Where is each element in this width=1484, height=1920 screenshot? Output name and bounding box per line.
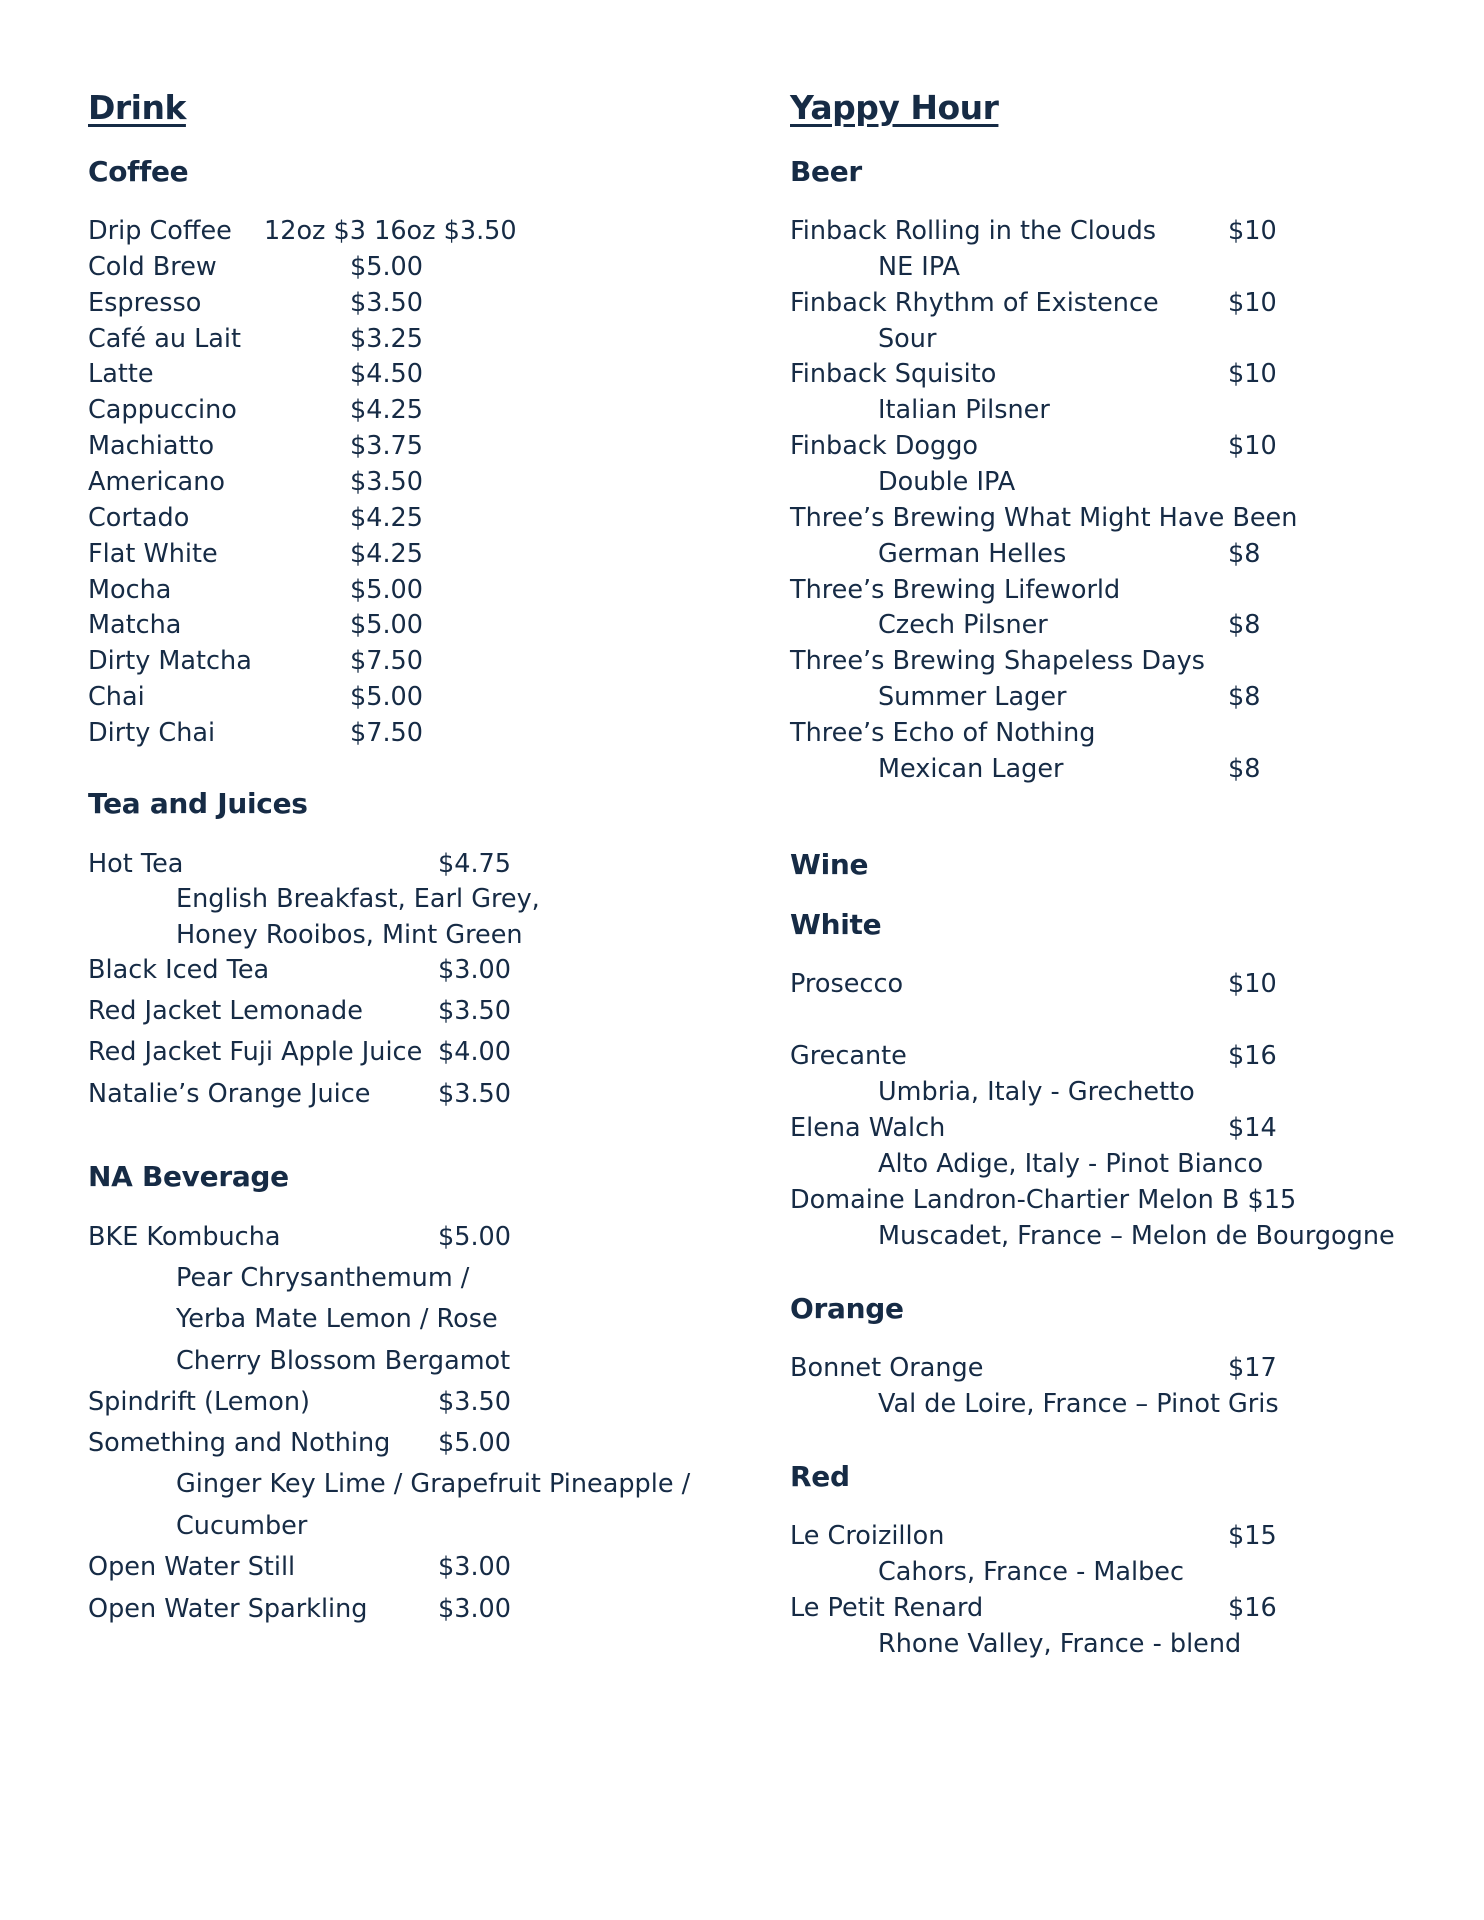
item-name: Cortado (88, 503, 190, 533)
item-price: $15 (1228, 1521, 1277, 1551)
wine-origin: Muscadet, France – Melon de Bourgogne (878, 1221, 1395, 1251)
item-price: $5.00 (350, 682, 424, 712)
item-desc: Ginger Key Lime / Grapefruit Pineapple / (176, 1469, 691, 1499)
item-name: Café au Lait (88, 324, 242, 354)
item-price: $3.50 (350, 288, 424, 318)
item-price: $10 (1228, 359, 1277, 389)
item-name: Dirty Matcha (88, 646, 252, 676)
item-price: $8 (1228, 610, 1261, 640)
item-price: $8 (1228, 754, 1261, 784)
item-price: $4.75 (438, 849, 512, 879)
na-beverage-heading: NA Beverage (88, 1160, 289, 1193)
white-wine-heading: White (790, 908, 882, 941)
item-name: Espresso (88, 288, 202, 318)
item-desc: Cherry Blossom Bergamot (176, 1346, 511, 1376)
item-price: $5.00 (350, 252, 424, 282)
item-price: $10 (1228, 969, 1277, 999)
item-name: Machiatto (88, 431, 215, 461)
beer-heading: Beer (790, 155, 862, 188)
item-name: Spindrift (Lemon) (88, 1387, 310, 1417)
item-name: Finback Squisito (790, 359, 997, 389)
item-price: $3.50 (438, 1387, 512, 1417)
item-name: Something and Nothing (88, 1428, 391, 1458)
item-name: Finback Rolling in the Clouds (790, 216, 1157, 246)
item-name: Natalie’s Orange Juice (88, 1079, 371, 1109)
item-name: Three’s Brewing Shapeless Days (790, 646, 1205, 676)
yappy-hour-title: Yappy Hour (790, 88, 999, 127)
item-name: Open Water Still (88, 1552, 296, 1582)
item-desc: Cucumber (176, 1511, 308, 1541)
beer-style: German Helles (878, 539, 1067, 569)
item-price: $3.25 (350, 324, 424, 354)
item-price: $4.25 (350, 539, 424, 569)
item-name: Dirty Chai (88, 718, 216, 748)
red-wine-heading: Red (790, 1460, 850, 1493)
orange-wine-heading: Orange (790, 1292, 904, 1325)
wine-origin: Cahors, France - Malbec (878, 1557, 1184, 1587)
item-name: Americano (88, 467, 225, 497)
beer-style: NE IPA (878, 252, 961, 282)
wine-origin: Umbria, Italy - Grechetto (878, 1077, 1195, 1107)
item-name: Hot Tea (88, 849, 184, 879)
item-name: Red Jacket Lemonade (88, 996, 363, 1026)
item-price: $3.75 (350, 431, 424, 461)
item-name: BKE Kombucha (88, 1222, 281, 1252)
item-name: Cappuccino (88, 395, 237, 425)
item-price: $10 (1228, 431, 1277, 461)
coffee-heading: Coffee (88, 155, 189, 188)
item-price: $5.00 (438, 1428, 512, 1458)
item-name: Three’s Brewing Lifeworld (790, 575, 1121, 605)
item-price: $7.50 (350, 718, 424, 748)
item-price: $4.25 (350, 503, 424, 533)
item-name: Domaine Landron-Chartier Melon B $15 (790, 1185, 1297, 1215)
item-price: $4.50 (350, 359, 424, 389)
item-price: $3.00 (438, 1594, 512, 1624)
item-price: $5.00 (350, 575, 424, 605)
item-name: Red Jacket Fuji Apple Juice (88, 1037, 423, 1067)
beer-style: Sour (878, 324, 937, 354)
item-name: Mocha (88, 575, 172, 605)
item-price: $5.00 (350, 610, 424, 640)
item-price: $16 (1228, 1041, 1277, 1071)
item-name: Elena Walch (790, 1113, 946, 1143)
wine-origin: Alto Adige, Italy - Pinot Bianco (878, 1149, 1264, 1179)
item-name: Black Iced Tea (88, 955, 270, 985)
beer-style: Italian Pilsner (878, 395, 1050, 425)
item-price: $3.00 (438, 1552, 512, 1582)
item-name: Grecante (790, 1041, 907, 1071)
drink-title: Drink (88, 88, 186, 127)
item-name: Latte (88, 359, 154, 389)
item-name: Open Water Sparkling (88, 1594, 368, 1624)
item-name: Flat White (88, 539, 218, 569)
beer-style: Mexican Lager (878, 754, 1064, 784)
item-desc: Pear Chrysanthemum / (176, 1263, 470, 1293)
item-name: Le Croizillon (790, 1521, 945, 1551)
tea-juices-heading: Tea and Juices (88, 787, 308, 820)
item-price: $10 (1228, 288, 1277, 318)
item-price: $7.50 (350, 646, 424, 676)
item-desc: English Breakfast, Earl Grey, (176, 884, 540, 914)
item-price: $3.50 (350, 467, 424, 497)
wine-origin: Val de Loire, France – Pinot Gris (878, 1389, 1279, 1419)
beer-style: Czech Pilsner (878, 610, 1048, 640)
item-name: Bonnet Orange (790, 1353, 984, 1383)
item-price: $16 (1228, 1593, 1277, 1623)
item-name: Three’s Echo of Nothing (790, 718, 1096, 748)
item-price: $5.00 (438, 1222, 512, 1252)
item-name: Matcha (88, 610, 182, 640)
item-name: Drip Coffee (88, 216, 232, 246)
wine-heading: Wine (790, 848, 869, 881)
item-price: $4.25 (350, 395, 424, 425)
item-price: 12oz $3 16oz $3.50 (264, 216, 517, 246)
item-desc: Honey Rooibos, Mint Green (176, 920, 523, 950)
item-name: Finback Doggo (790, 431, 978, 461)
item-name: Finback Rhythm of Existence (790, 288, 1159, 318)
item-price: $3.50 (438, 996, 512, 1026)
beer-style: Double IPA (878, 467, 1016, 497)
item-desc: Yerba Mate Lemon / Rose (176, 1304, 498, 1334)
item-price: $17 (1228, 1353, 1277, 1383)
item-price: $4.00 (438, 1037, 512, 1067)
item-price: $14 (1228, 1113, 1277, 1143)
wine-origin: Rhone Valley, France - blend (878, 1629, 1242, 1659)
item-price: $8 (1228, 682, 1261, 712)
item-name: Three’s Brewing What Might Have Been (790, 503, 1298, 533)
item-name: Chai (88, 682, 145, 712)
item-name: Le Petit Renard (790, 1593, 984, 1623)
item-name: Cold Brew (88, 252, 217, 282)
item-price: $8 (1228, 539, 1261, 569)
beer-style: Summer Lager (878, 682, 1067, 712)
item-price: $10 (1228, 216, 1277, 246)
item-price: $3.50 (438, 1079, 512, 1109)
item-name: Prosecco (790, 969, 904, 999)
item-price: $3.00 (438, 955, 512, 985)
